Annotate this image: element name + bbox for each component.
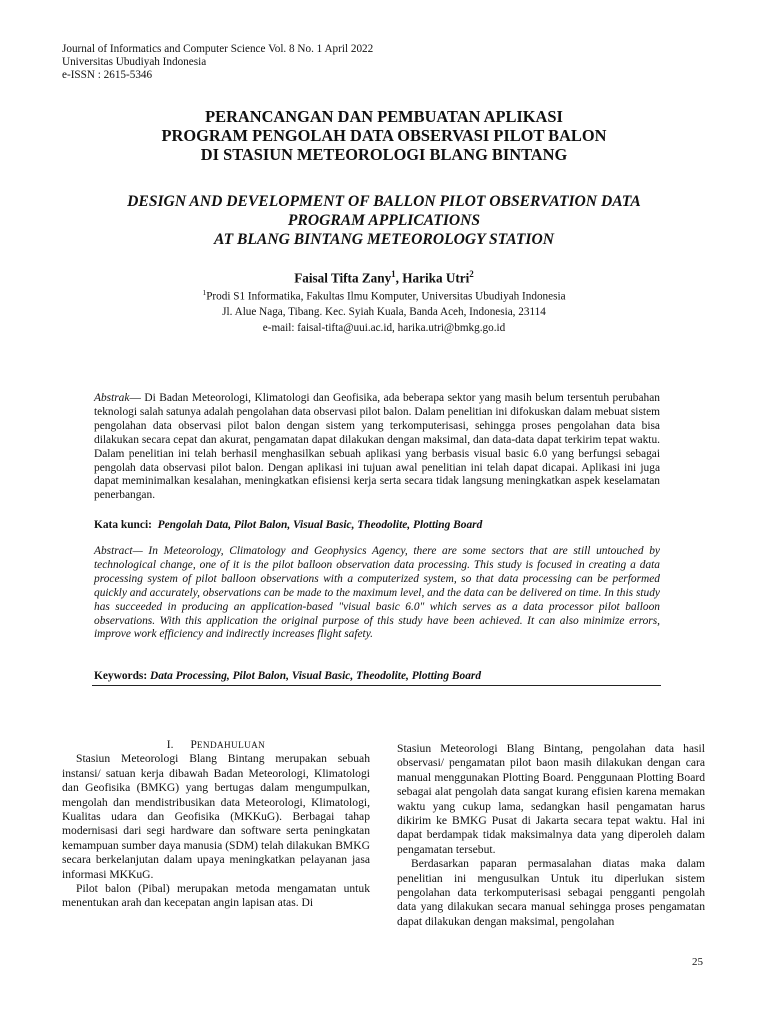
journal-line-3: e-ISSN : 2615-5346	[62, 69, 153, 81]
abstract-id-text: Di Badan Meteorologi, Klimatologi dan Geofisika, ada beberapa sektor yang masih belum tersentuh perubahan teknologi salah satunya adalah pengolahan data observasi pilot balon. Dalam penelitian ini difokuskan dalam mebuat sistem pengolahan data observasi pilot balon dengan sistem yang terkomputerisasi, sehingga proses pengolahan data bisa dilakukan secara cepat dan akurat, pengamatan dapat dilakukan dengan maksimal, dan data-data dapat terkirim tepat waktu. Dalam penelitian ini telah berhasil menghasilkan sebuah aplikasi yang berbasis visual basic 6.0 yang berfungsi sebagai pengolah data observasi pilot balon. Dengan aplikasi ini tujuan awal penelitian ini telah dapat dicapai. Aplikasi ini juga dapat meminimalkan kesalahan, meningkatkan efisiensi kerja serta secara tidak langsung meningkatkan aspek keselamatan penerbangan.	[94, 392, 660, 502]
page-number: 25	[692, 956, 703, 968]
affiliation-mark: 1	[202, 288, 207, 297]
paper-title-english	[40, 192, 728, 249]
left-column	[62, 738, 370, 911]
affiliation	[40, 285, 728, 337]
abstract-en-label: Abstract	[94, 545, 133, 557]
abstract-en-dash: —	[132, 545, 149, 557]
paper-title-indonesian	[40, 107, 728, 164]
keywords-indonesian	[94, 518, 660, 532]
author-1-affil-mark: 1	[391, 269, 396, 279]
title-id-line-3: DI STASIUN METEOROLOGI BLANG BINTANG	[200, 145, 568, 164]
affiliation-emails: e-mail: faisal-tifta@uui.ac.id, harika.utri@bmkg.go.id	[262, 321, 506, 334]
authors-line	[40, 267, 728, 285]
journal-line-1: Journal of Informatics and Computer Science Vol. 8 No. 1 April 2022	[62, 43, 374, 55]
affiliation-institution: Prodi S1 Informatika, Fakultas Ilmu Komputer, Universitas Ubudiyah Indonesia	[206, 290, 566, 303]
author-separator: ,	[395, 270, 403, 286]
title-id-line-2: PROGRAM PENGOLAH DATA OBSERVASI PILOT BALON	[161, 126, 607, 145]
section-title-rest: ENDAHULUAN	[196, 740, 266, 750]
title-en-line-2: PROGRAM APPLICATIONS	[287, 212, 481, 229]
keywords-id-label: Kata kunci:	[94, 519, 152, 531]
section-heading-introduction	[62, 738, 370, 752]
title-en-line-1: DESIGN AND DEVELOPMENT OF BALLON PILOT OBSERVATION DATA	[127, 193, 641, 210]
journal-header	[62, 43, 373, 82]
abstract-indonesian	[94, 392, 660, 503]
abstract-english	[94, 545, 660, 642]
section-first-letter: P	[190, 739, 197, 751]
abstract-divider	[92, 685, 661, 686]
keywords-en-label: Keywords:	[94, 670, 148, 682]
affiliation-line-1	[40, 285, 728, 305]
affiliation-address: Jl. Alue Naga, Tibang. Kec. Syiah Kuala, Banda Aceh, Indonesia, 23114	[222, 306, 546, 319]
right-column	[397, 742, 705, 929]
paragraph: Berdasarkan paparan permasalahan diatas maka dalam penelitian ini mengusulkan Untuk itu diperlukan sistem pengolahan data terkomputerisasi sebagai pengganti pengolah data yang dilakukan secara manual sehingga proses pengamatan dapat dilakukan dengan maksimal, pengolahan	[397, 857, 705, 928]
paragraph: Stasiun Meteorologi Blang Bintang merupakan sebuah instansi/ satuan kerja dibawah Badan Meteorologi, Klimatologi dan Geofisika (BMKG) yang bertugas dalam mengumpulkan, mengolah dan mendistribusikan data Meteorologi, Klimatologi, Kualitas udara dan Geofisika (MKKuG). Berbagai tahap modernisasi dari segi hardware dan software serta peningkatan kemampuan sumber daya manusia (SDM) telah dilakukan BMKG secara berkelanjutan dalam upaya meningkatkan pelayanan jasa informasi MKKuG.	[62, 752, 370, 881]
journal-line-2: Universitas Ubudiyah Indonesia	[62, 56, 207, 68]
paragraph: Stasiun Meteorologi Blang Bintang, pengolahan data hasil observasi/ pengamatan pilot baon masih dilakukan dengan cara manual menggunakan Plotting Board. Penggunaan Plotting Board sebagai alat pengolah data sangat kurang efisien karena memakan waktu yang cukup lama, sedangkan hasil pengamatan harus dikirim ke BMKG Pusat di Jakarta secara tepat waktu. Hal ini dapat berdampak tidak maksimalnya data yang diperoleh dalam pengamatan tersebut.	[397, 742, 705, 856]
author-1: Faisal Tifta Zany	[294, 270, 392, 286]
author-2: Harika Utri	[402, 270, 470, 286]
abstract-id-dash: —	[129, 392, 145, 404]
keywords-en-text: Data Processing, Pilot Balon, Visual Basic, Theodolite, Plotting Board	[150, 670, 482, 682]
author-2-affil-mark: 2	[469, 269, 474, 279]
paragraph: Pilot balon (Pibal) merupakan metoda mengamatan untuk menentukan arah dan kecepatan angin lapisan atas. Di	[62, 882, 370, 910]
keywords-english	[94, 669, 660, 683]
abstract-en-text: In Meteorology, Climatology and Geophysics Agency, there are some sectors that are still untouched by technological change, one of it is the pilot balloon observation data processing. This study is focused in creating a data processing system of pilot balloon observations with a computerized system, so that data processing can be performed quickly and accurately, observations can be made to the maximum level, and the data can be delivered on time. In this study has succeeded in producing an application-based "visual basic 6.0" which serves as a data processor pilot balloon observations. With this application the original purpose of this study have been achieved. It can also minimize errors, improve work efficiency and indirectly increases flight safety.	[94, 545, 660, 641]
section-number: I.	[166, 739, 174, 751]
abstract-id-label: Abstrak	[94, 392, 130, 404]
title-en-line-3: AT BLANG BINTANG METEOROLOGY STATION	[214, 231, 554, 248]
title-id-line-1: PERANCANGAN DAN PEMBUATAN APLIKASI	[205, 107, 563, 126]
keywords-id-text: Pengolah Data, Pilot Balon, Visual Basic, Theodolite, Plotting Board	[157, 519, 483, 531]
